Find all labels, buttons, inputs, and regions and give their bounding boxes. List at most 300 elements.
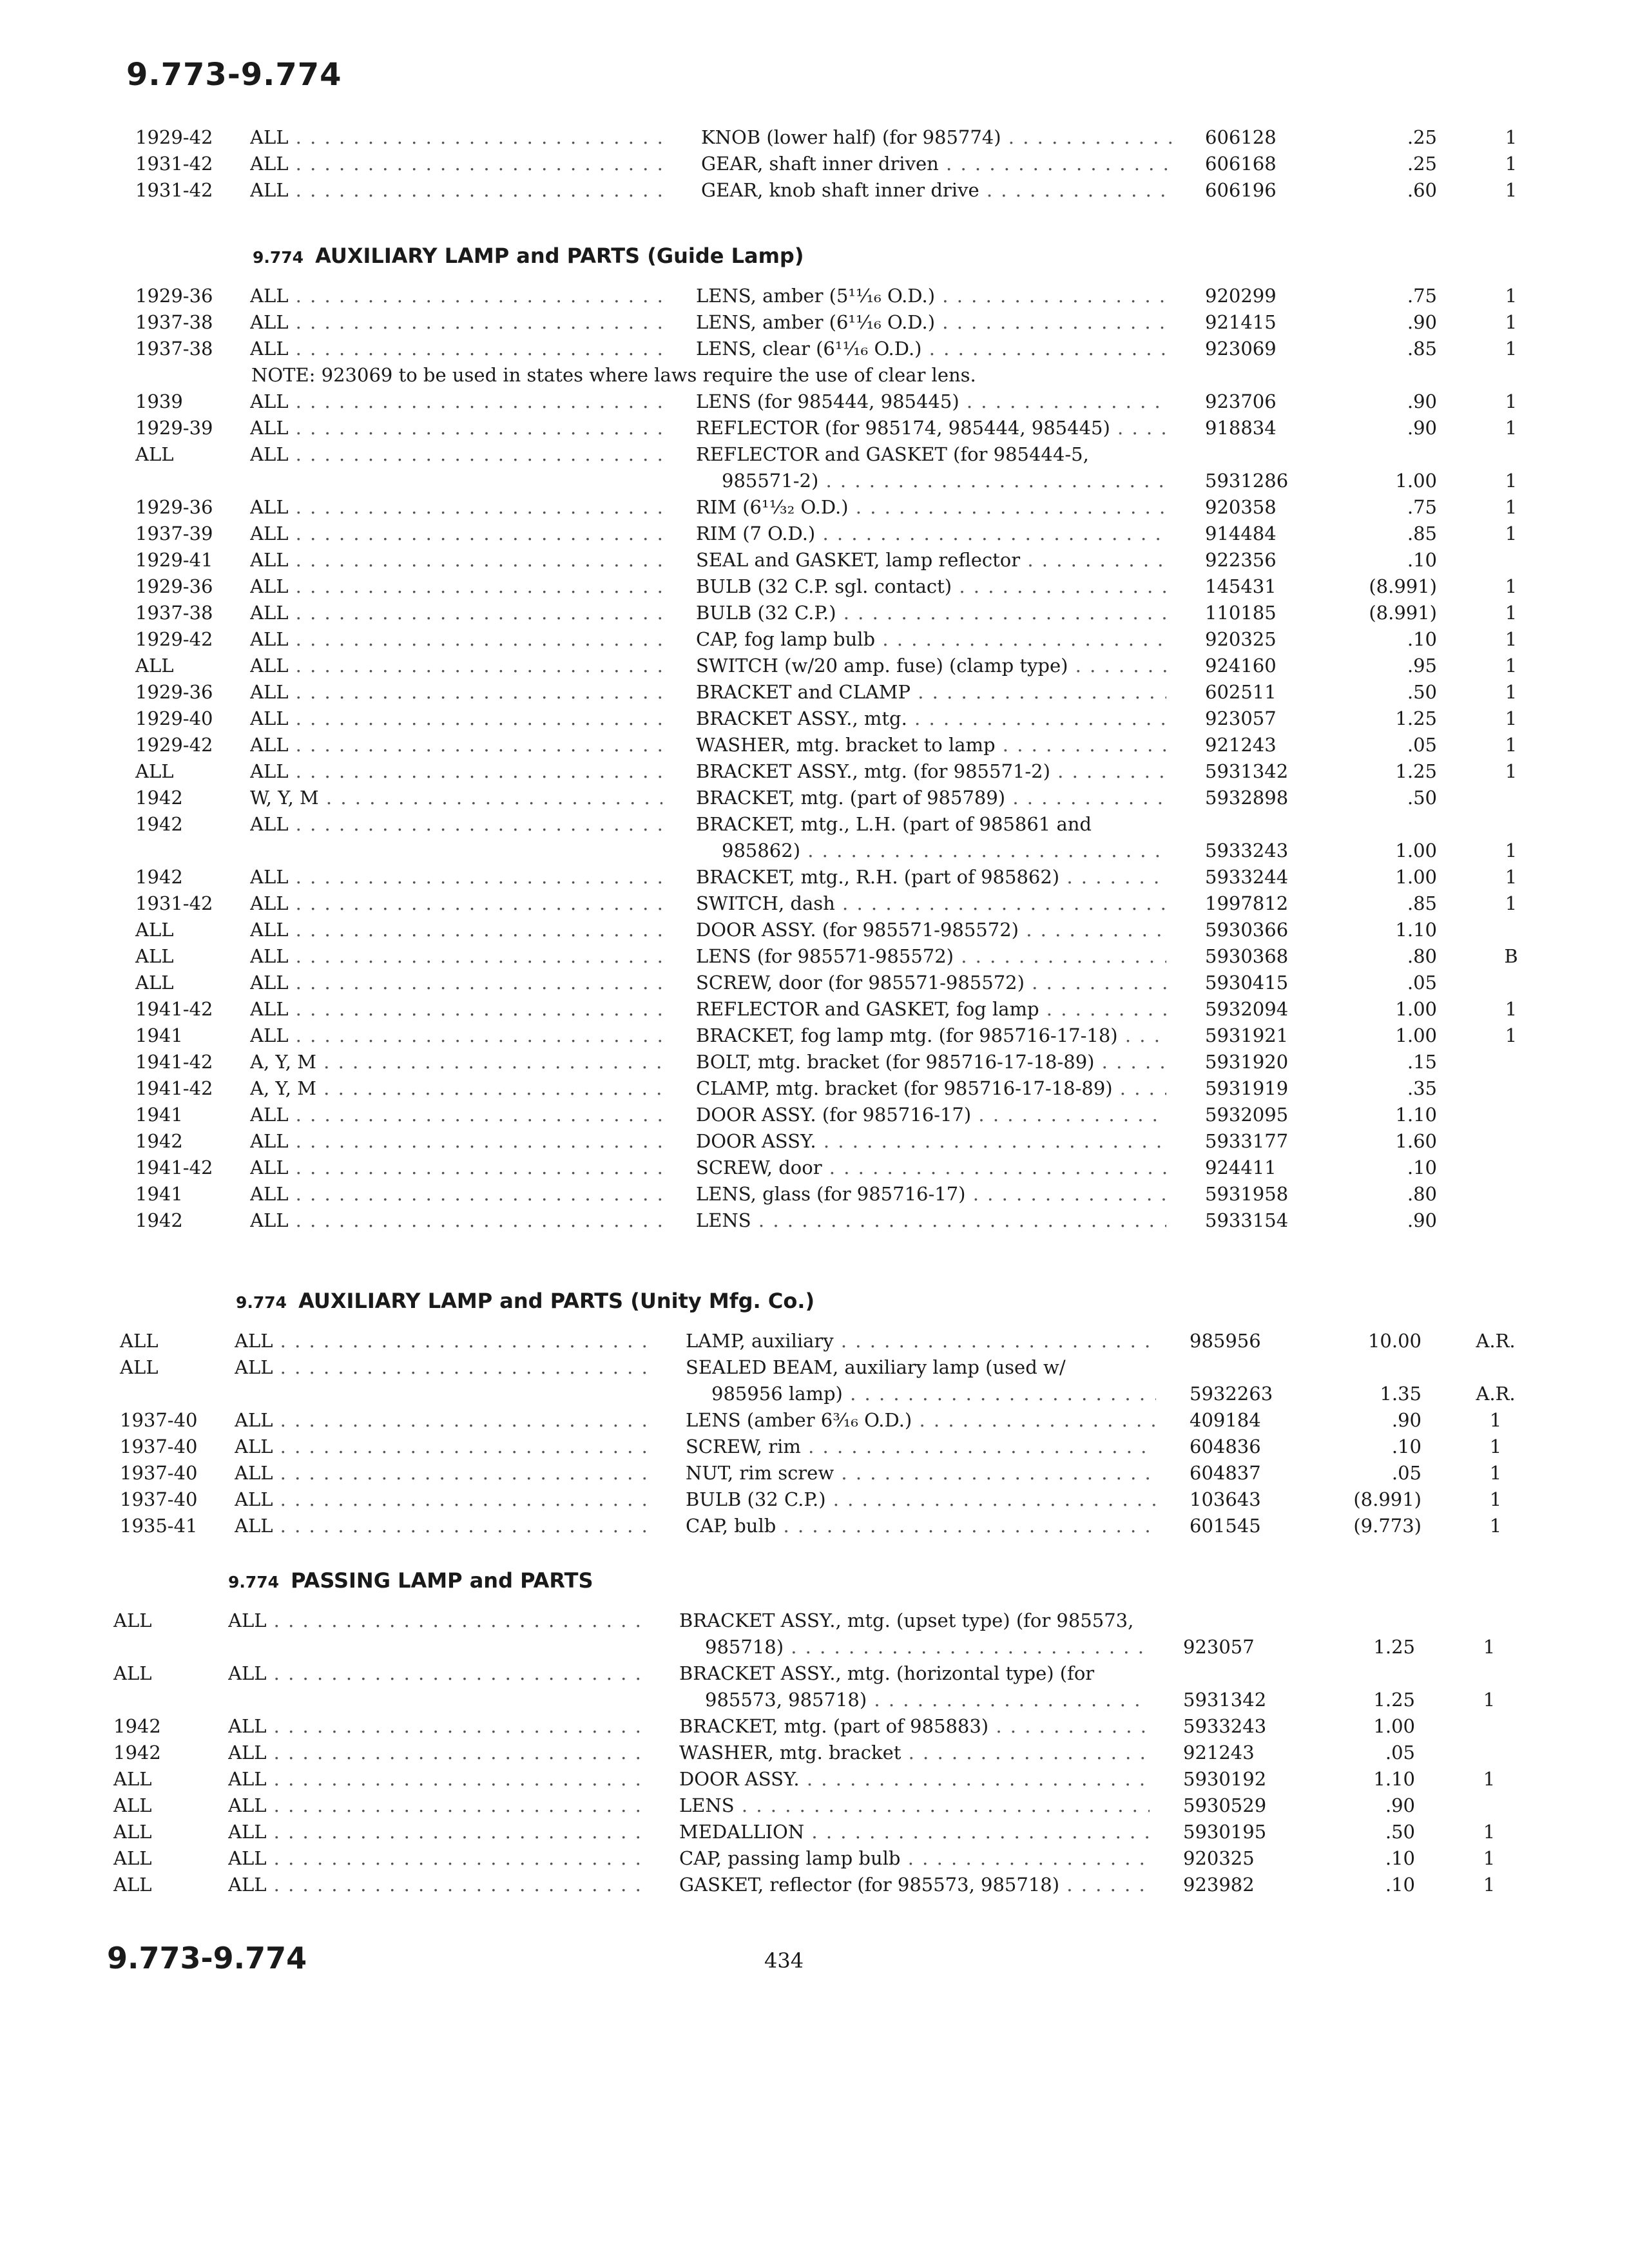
- price-cell: 1.10: [1373, 1768, 1415, 1790]
- year-cell: 1942: [113, 1715, 161, 1737]
- table-row: [135, 890, 1552, 917]
- note-text: NOTE: 923069 to be used in states where laws require the use of clear lens.: [251, 364, 976, 386]
- quantity-cell: 1: [1505, 866, 1518, 888]
- part-number-cell: 923057: [1205, 707, 1277, 729]
- model-cell: ALL . . .: [250, 731, 662, 758]
- section-title: AUXILIARY LAMP and PARTS (Unity Mfg. Co.): [298, 1289, 815, 1313]
- model-cell: ALL . . .: [250, 573, 662, 600]
- description-cell: REFLECTOR and GASKET (for 985444-5,: [696, 443, 1089, 465]
- table-row: [135, 335, 1552, 362]
- part-number-cell: 924411: [1205, 1157, 1277, 1178]
- price-cell: .50: [1407, 681, 1437, 703]
- description-cell: SCREW, door (for 985571-985572) . . .: [696, 969, 1166, 996]
- year-cell: 1937-39: [135, 523, 213, 544]
- model-cell: ALL . . .: [250, 124, 668, 151]
- model-cell: ALL . . .: [250, 969, 662, 996]
- description-cell: BRACKET ASSY., mtg. (horizontal type) (for: [679, 1662, 1095, 1684]
- description-cell: DOOR ASSY. (for 985571-985572) . . .: [696, 916, 1166, 943]
- model-cell: ALL . . .: [228, 1845, 646, 1872]
- quantity-cell: 1: [1505, 707, 1518, 729]
- model-cell: ALL . . .: [250, 1154, 662, 1181]
- part-number-cell: 5930195: [1183, 1821, 1267, 1843]
- quantity-cell: 1: [1505, 338, 1518, 360]
- price-cell: .10: [1391, 1436, 1422, 1457]
- price-cell: 10.00: [1367, 1330, 1422, 1352]
- price-cell: .80: [1407, 945, 1437, 967]
- year-cell: 1929-40: [135, 707, 213, 729]
- model-cell: ALL . . .: [228, 1660, 646, 1687]
- table-row: [120, 1486, 1552, 1513]
- year-cell: ALL: [135, 655, 174, 677]
- table-row: [135, 546, 1552, 573]
- table-row: [113, 1765, 1552, 1792]
- table-row: [135, 1101, 1552, 1128]
- description-cell: BRACKET, mtg. (part of 985789) . . .: [696, 784, 1166, 811]
- year-cell: 1935-41: [120, 1515, 198, 1537]
- description-cell: SWITCH (w/20 amp. fuse) (clamp type) . . .: [696, 652, 1166, 679]
- model-cell: ALL . . .: [250, 1101, 662, 1128]
- price-cell: .05: [1407, 972, 1437, 994]
- year-cell: 1942: [135, 866, 183, 888]
- description-cell: CAP, fog lamp bulb . . .: [696, 626, 1166, 653]
- model-cell: ALL . . .: [228, 1871, 646, 1898]
- description-continuation: 985862) . . .: [722, 837, 1166, 864]
- quantity-cell: 1: [1505, 153, 1518, 175]
- part-number-cell: 409184: [1190, 1409, 1261, 1431]
- year-cell: 1929-36: [135, 575, 213, 597]
- quantity-cell: 1: [1505, 390, 1518, 412]
- part-number-cell: 921243: [1205, 734, 1277, 756]
- model-cell: ALL . . .: [235, 1407, 652, 1434]
- table-row: [120, 1407, 1552, 1434]
- year-cell: 1942: [135, 813, 183, 835]
- table-row: [120, 1354, 1552, 1405]
- table-row: [113, 1739, 1552, 1766]
- part-number-cell: 5930368: [1205, 945, 1289, 967]
- price-cell: .35: [1407, 1077, 1437, 1099]
- part-number-cell: 1997812: [1205, 892, 1289, 914]
- price-cell: .15: [1407, 1051, 1437, 1073]
- description-cell: CAP, passing lamp bulb . . .: [679, 1845, 1150, 1872]
- year-cell: ALL: [135, 760, 174, 782]
- year-cell: 1942: [135, 787, 183, 809]
- price-cell: .10: [1407, 628, 1437, 650]
- year-cell: 1937-38: [135, 602, 213, 624]
- year-cell: 1939: [135, 390, 183, 412]
- part-number-cell: 5933243: [1205, 840, 1289, 861]
- model-cell: ALL . . .: [228, 1713, 646, 1740]
- year-cell: 1929-36: [135, 681, 213, 703]
- price-cell: .85: [1407, 338, 1437, 360]
- model-cell: ALL . . .: [250, 1128, 662, 1155]
- price-cell: 1.00: [1395, 866, 1437, 888]
- price-cell: .90: [1407, 1209, 1437, 1231]
- table-row: [113, 1792, 1552, 1819]
- year-cell: 1937-40: [120, 1488, 198, 1510]
- part-number-cell: 923069: [1205, 338, 1277, 360]
- price-cell: .50: [1407, 787, 1437, 809]
- year-cell: 1941-42: [135, 1051, 213, 1073]
- price-cell: 1.25: [1395, 707, 1437, 729]
- description-cell: BRACKET ASSY., mtg. (for 985571-2) . . .: [696, 758, 1166, 785]
- quantity-cell: B: [1504, 945, 1518, 967]
- description-cell: MEDALLION . . .: [679, 1818, 1150, 1845]
- description-cell: DOOR ASSY. (for 985716-17) . . .: [696, 1101, 1166, 1128]
- part-number-cell: 5933177: [1205, 1130, 1289, 1152]
- table-row: [135, 309, 1552, 336]
- model-cell: A, Y, M . . .: [250, 1048, 662, 1075]
- section-title: AUXILIARY LAMP and PARTS (Guide Lamp): [315, 244, 804, 268]
- part-number-cell: 918834: [1205, 417, 1277, 439]
- model-cell: ALL . . .: [250, 705, 662, 732]
- model-cell: ALL . . .: [250, 441, 662, 468]
- year-cell: ALL: [113, 1847, 152, 1869]
- section-number: 9.774: [228, 1573, 280, 1591]
- model-cell: ALL . . .: [228, 1818, 646, 1845]
- part-number-cell: 924160: [1205, 655, 1277, 677]
- price-cell: .75: [1407, 285, 1437, 307]
- model-cell: ALL . . .: [235, 1327, 652, 1354]
- quantity-cell: 1: [1483, 1874, 1496, 1896]
- table-row: [135, 1180, 1552, 1207]
- description-cell: SCREW, door . . .: [696, 1154, 1166, 1181]
- table-row: [113, 1845, 1552, 1872]
- table-row: [135, 599, 1552, 626]
- description-cell: BRACKET and CLAMP . . .: [696, 678, 1166, 706]
- quantity-cell: 1: [1489, 1462, 1502, 1484]
- quantity-cell: 1: [1483, 1768, 1496, 1790]
- price-cell: .85: [1407, 523, 1437, 544]
- model-cell: ALL . . .: [228, 1792, 646, 1819]
- model-cell: ALL . . .: [250, 678, 662, 706]
- section-heading: [236, 1289, 815, 1313]
- description-cell: WASHER, mtg. bracket to lamp . . .: [696, 731, 1166, 758]
- part-number-cell: 914484: [1205, 523, 1277, 544]
- part-number-cell: 5932095: [1205, 1104, 1289, 1126]
- table-row: [135, 494, 1552, 521]
- table-row: [120, 1327, 1552, 1354]
- year-cell: 1937-38: [135, 311, 213, 333]
- price-cell: .80: [1407, 1183, 1437, 1205]
- table-row: [135, 731, 1552, 758]
- part-number-cell: 103643: [1190, 1488, 1261, 1510]
- quantity-cell: 1: [1505, 998, 1518, 1020]
- table-row: [135, 177, 1552, 204]
- price-cell: (9.773): [1353, 1515, 1422, 1537]
- year-cell: 1941-42: [135, 1157, 213, 1178]
- part-number-cell: 5933154: [1205, 1209, 1289, 1231]
- section-number: 9.774: [236, 1293, 287, 1312]
- description-cell: LENS (for 985444, 985445) . . .: [696, 388, 1166, 415]
- quantity-cell: 1: [1505, 628, 1518, 650]
- table-row: [113, 1818, 1552, 1845]
- price-cell: .05: [1391, 1462, 1422, 1484]
- price-cell: (8.991): [1369, 602, 1437, 624]
- table-row: [135, 784, 1552, 811]
- part-number-cell: 601545: [1190, 1515, 1261, 1537]
- table-row: [120, 1433, 1552, 1460]
- table-row: [135, 1154, 1552, 1181]
- quantity-cell: 1: [1505, 892, 1518, 914]
- year-cell: 1941-42: [135, 998, 213, 1020]
- price-cell: 1.10: [1395, 919, 1437, 941]
- section-heading: [228, 1568, 593, 1593]
- part-number-cell: 5931921: [1205, 1024, 1289, 1046]
- year-cell: ALL: [135, 972, 174, 994]
- table-row: [135, 995, 1552, 1023]
- model-cell: ALL . . .: [228, 1607, 646, 1634]
- description-cell: BRACKET, mtg., L.H. (part of 985861 and: [696, 813, 1092, 835]
- price-cell: 1.00: [1395, 470, 1437, 492]
- model-cell: A, Y, M . . .: [250, 1075, 662, 1102]
- price-cell: 1.60: [1395, 1130, 1437, 1152]
- table-row: [135, 414, 1552, 441]
- description-cell: BULB (32 C.P.) . . .: [696, 599, 1166, 626]
- year-cell: 1931-42: [135, 892, 213, 914]
- quantity-cell: 1: [1483, 1821, 1496, 1843]
- description-cell: CLAMP, mtg. bracket (for 985716-17-18-89) . . .: [696, 1075, 1166, 1102]
- part-number-cell: 985956: [1190, 1330, 1261, 1352]
- quantity-cell: 1: [1505, 523, 1518, 544]
- part-number-cell: 606128: [1205, 126, 1277, 148]
- model-cell: ALL . . .: [250, 890, 662, 917]
- description-cell: RIM (7 O.D.) . . .: [696, 520, 1166, 547]
- price-cell: .50: [1385, 1821, 1415, 1843]
- description-continuation: 985571-2) . . .: [722, 467, 1166, 494]
- price-cell: .60: [1407, 179, 1437, 201]
- model-cell: ALL . . .: [250, 811, 662, 838]
- year-cell: 1941: [135, 1024, 183, 1046]
- quantity-cell: 1: [1505, 760, 1518, 782]
- model-cell: ALL . . .: [250, 150, 668, 177]
- table-row: [135, 705, 1552, 732]
- table-row: [113, 1660, 1552, 1711]
- description-cell: REFLECTOR and GASKET, fog lamp . . .: [696, 995, 1166, 1023]
- price-cell: .05: [1385, 1742, 1415, 1763]
- table-row: [135, 124, 1552, 151]
- quantity-cell: 1: [1505, 285, 1518, 307]
- quantity-cell: 1: [1505, 602, 1518, 624]
- description-cell: GEAR, knob shaft inner drive . . .: [701, 177, 1171, 204]
- quantity-cell: 1: [1505, 417, 1518, 439]
- model-cell: ALL . . .: [235, 1486, 652, 1513]
- description-cell: BRACKET, mtg., R.H. (part of 985862) . . .: [696, 863, 1166, 890]
- price-cell: 1.25: [1373, 1689, 1415, 1711]
- price-cell: .25: [1407, 126, 1437, 148]
- description-cell: BRACKET ASSY., mtg. . . .: [696, 705, 1166, 732]
- quantity-cell: 1: [1505, 126, 1518, 148]
- price-cell: .85: [1407, 892, 1437, 914]
- model-cell: ALL . . .: [250, 1180, 662, 1207]
- part-number-cell: 5932094: [1205, 998, 1289, 1020]
- model-cell: ALL . . .: [250, 758, 662, 785]
- table-row: [135, 388, 1552, 415]
- table-row: [120, 1512, 1552, 1539]
- table-row: [135, 916, 1552, 943]
- part-number-cell: 5931920: [1205, 1051, 1289, 1073]
- quantity-cell: 1: [1505, 470, 1518, 492]
- part-number-cell: 920325: [1205, 628, 1277, 650]
- part-number-cell: 923057: [1183, 1636, 1255, 1658]
- year-cell: 1937-40: [120, 1436, 198, 1457]
- quantity-cell: 1: [1489, 1409, 1502, 1431]
- model-cell: ALL . . .: [250, 916, 662, 943]
- description-cell: LENS, glass (for 985716-17) . . .: [696, 1180, 1166, 1207]
- description-cell: LENS (amber 6³⁄₁₆ O.D.) . . .: [686, 1407, 1156, 1434]
- model-cell: ALL . . .: [250, 414, 662, 441]
- description-continuation: 985718) . . .: [705, 1633, 1150, 1660]
- table-row: [135, 573, 1552, 600]
- price-cell: .10: [1385, 1874, 1415, 1896]
- part-number-cell: 604836: [1190, 1436, 1261, 1457]
- table-row: [135, 1128, 1552, 1155]
- price-cell: .90: [1407, 311, 1437, 333]
- year-cell: 1929-36: [135, 285, 213, 307]
- model-cell: ALL . . .: [235, 1459, 652, 1486]
- model-cell: ALL . . .: [250, 652, 662, 679]
- part-number-cell: 5931342: [1205, 760, 1289, 782]
- year-cell: ALL: [113, 1768, 152, 1790]
- model-cell: ALL . . .: [250, 520, 662, 547]
- year-cell: 1929-42: [135, 126, 213, 148]
- quantity-cell: 1: [1505, 179, 1518, 201]
- description-cell: BULB (32 C.P. sgl. contact) . . .: [696, 573, 1166, 600]
- price-cell: .05: [1407, 734, 1437, 756]
- price-cell: .90: [1385, 1794, 1415, 1816]
- part-number-cell: 5931342: [1183, 1689, 1267, 1711]
- part-number-cell: 923982: [1183, 1874, 1255, 1896]
- part-number-cell: 921243: [1183, 1742, 1255, 1763]
- table-row: [113, 1607, 1552, 1658]
- table-row: [135, 1048, 1552, 1075]
- quantity-cell: 1: [1505, 496, 1518, 518]
- year-cell: 1929-42: [135, 734, 213, 756]
- price-cell: (8.991): [1369, 575, 1437, 597]
- part-number-cell: 110185: [1205, 602, 1277, 624]
- part-number-cell: 5931286: [1205, 470, 1289, 492]
- price-cell: 1.00: [1395, 998, 1437, 1020]
- model-cell: ALL . . .: [228, 1765, 646, 1792]
- quantity-cell: 1: [1505, 840, 1518, 861]
- price-cell: .95: [1407, 655, 1437, 677]
- price-cell: .75: [1407, 496, 1437, 518]
- description-cell: WASHER, mtg. bracket . . .: [679, 1739, 1150, 1766]
- model-cell: ALL . . .: [235, 1433, 652, 1460]
- part-number-cell: 604837: [1190, 1462, 1261, 1484]
- part-number-cell: 5930529: [1183, 1794, 1267, 1816]
- quantity-cell: 1: [1505, 311, 1518, 333]
- description-cell: BRACKET, fog lamp mtg. (for 985716-17-18) . . .: [696, 1022, 1166, 1049]
- section-number: 9.774: [253, 248, 304, 267]
- quantity-cell: 1: [1505, 575, 1518, 597]
- description-cell: GEAR, shaft inner driven . . .: [701, 150, 1171, 177]
- table-row: [135, 626, 1552, 653]
- year-cell: 1929-39: [135, 417, 213, 439]
- part-number-cell: 145431: [1205, 575, 1277, 597]
- model-cell: ALL . . .: [250, 177, 668, 204]
- model-cell: ALL . . .: [250, 995, 662, 1023]
- year-cell: ALL: [113, 1662, 152, 1684]
- price-cell: 1.25: [1373, 1636, 1415, 1658]
- description-cell: DOOR ASSY. . . .: [679, 1765, 1150, 1792]
- year-cell: 1937-40: [120, 1409, 198, 1431]
- model-cell: ALL . . .: [250, 282, 662, 309]
- year-cell: ALL: [113, 1794, 152, 1816]
- quantity-cell: 1: [1505, 734, 1518, 756]
- model-cell: ALL . . .: [250, 1207, 662, 1234]
- year-cell: ALL: [120, 1330, 159, 1352]
- part-number-cell: 923706: [1205, 390, 1277, 412]
- quantity-cell: 1: [1483, 1847, 1496, 1869]
- model-cell: ALL . . .: [228, 1739, 646, 1766]
- part-number-cell: 920358: [1205, 496, 1277, 518]
- description-cell: REFLECTOR (for 985174, 985444, 985445) . . .: [696, 414, 1166, 441]
- description-continuation: 985573, 985718) . . .: [705, 1686, 1150, 1713]
- table-row: [135, 943, 1552, 970]
- year-cell: 1942: [135, 1130, 183, 1152]
- year-cell: ALL: [135, 945, 174, 967]
- quantity-cell: 1: [1489, 1515, 1502, 1537]
- year-cell: 1937-40: [120, 1462, 198, 1484]
- year-cell: ALL: [113, 1821, 152, 1843]
- price-cell: .10: [1385, 1847, 1415, 1869]
- description-cell: BRACKET, mtg. (part of 985883) . . .: [679, 1713, 1150, 1740]
- description-cell: GASKET, reflector (for 985573, 985718) . . .: [679, 1871, 1150, 1898]
- table-row: [135, 441, 1552, 492]
- part-number-cell: 5930415: [1205, 972, 1289, 994]
- year-cell: 1931-42: [135, 153, 213, 175]
- description-cell: BULB (32 C.P.) . . .: [686, 1486, 1156, 1513]
- section-heading: [253, 244, 804, 268]
- table-row: [135, 758, 1552, 785]
- year-cell: 1941: [135, 1104, 183, 1126]
- table-row: [135, 1207, 1552, 1234]
- year-cell: ALL: [113, 1874, 152, 1896]
- table-row: [135, 863, 1552, 890]
- model-cell: ALL . . .: [235, 1512, 652, 1539]
- description-cell: SCREW, rim . . .: [686, 1433, 1156, 1460]
- table-row: [135, 520, 1552, 547]
- part-number-cell: 5931958: [1205, 1183, 1289, 1205]
- page-title: 9.773-9.774: [126, 57, 342, 93]
- year-cell: ALL: [135, 919, 174, 941]
- price-cell: .90: [1407, 390, 1437, 412]
- model-cell: ALL . . .: [250, 309, 662, 336]
- price-cell: 1.00: [1395, 840, 1437, 861]
- description-cell: CAP, bulb . . .: [686, 1512, 1156, 1539]
- year-cell: ALL: [120, 1356, 159, 1378]
- quantity-cell: 1: [1483, 1689, 1496, 1711]
- price-cell: 1.00: [1373, 1715, 1415, 1737]
- part-number-cell: 606168: [1205, 153, 1277, 175]
- table-row: [120, 1459, 1552, 1486]
- model-cell: ALL . . .: [250, 335, 662, 362]
- table-row: [135, 1075, 1552, 1102]
- table-row: [135, 282, 1552, 309]
- quantity-cell: 1: [1505, 681, 1518, 703]
- description-cell: LENS, clear (6¹¹⁄₁₆ O.D.) . . .: [696, 335, 1166, 362]
- part-number-cell: 5932263: [1190, 1383, 1273, 1405]
- price-cell: .10: [1407, 1157, 1437, 1178]
- quantity-cell: 1: [1505, 1024, 1518, 1046]
- year-cell: ALL: [113, 1610, 152, 1631]
- year-cell: 1929-36: [135, 496, 213, 518]
- year-cell: 1929-42: [135, 628, 213, 650]
- year-cell: 1941: [135, 1183, 183, 1205]
- table-row: [113, 1713, 1552, 1740]
- description-cell: LENS . . .: [679, 1792, 1150, 1819]
- table-row: [135, 969, 1552, 996]
